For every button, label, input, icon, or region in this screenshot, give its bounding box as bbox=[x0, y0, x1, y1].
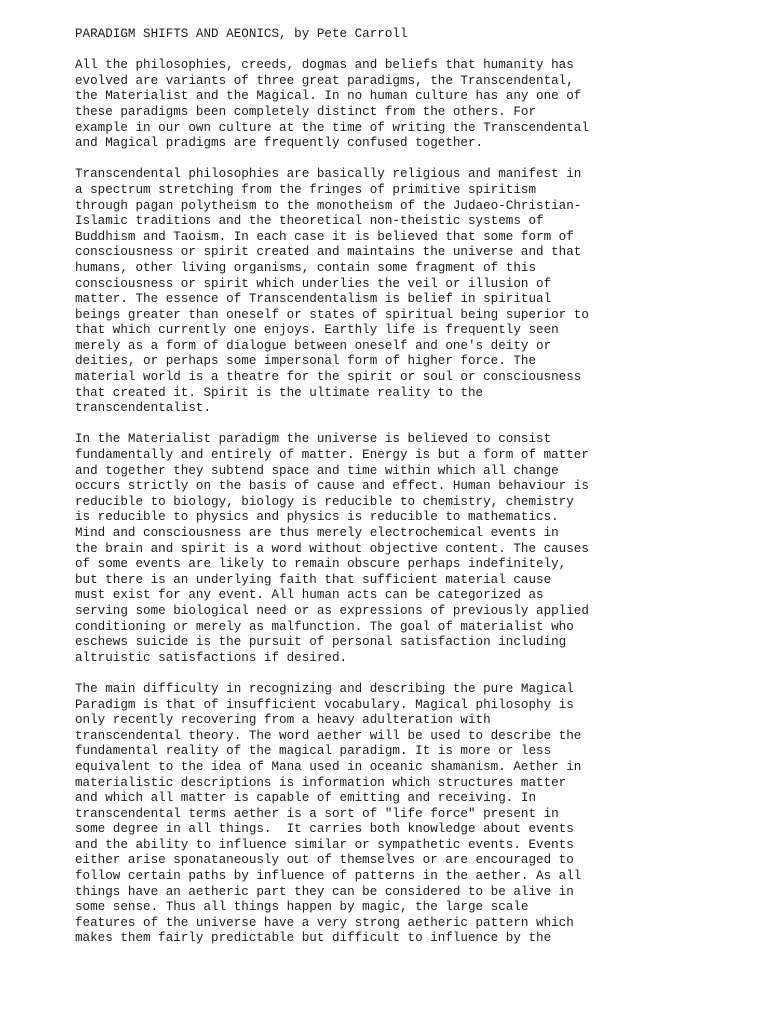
text-line: only recently recovering from a heavy adulteration with bbox=[75, 713, 491, 728]
paragraph bbox=[75, 682, 755, 947]
document-title: PARADIGM SHIFTS AND AEONICS, by Pete Carroll bbox=[75, 27, 408, 41]
text-line: altruistic satisfactions if desired. bbox=[75, 650, 348, 665]
text-line: is reducible to physics and physics is reducible to mathematics. bbox=[75, 510, 559, 525]
text-line: transcendental terms aether is a sort of "life force" present in bbox=[75, 806, 559, 821]
text-line: example in our own culture at the time of writing the Transcendental bbox=[75, 120, 589, 135]
text-line: must exist for any event. All human acts can be categorized as bbox=[75, 588, 544, 603]
text-line: deities, or perhaps some impersonal form of higher force. The bbox=[75, 354, 537, 369]
text-line: Transcendental philosophies are basically religious and manifest in bbox=[75, 167, 582, 182]
text-line: that which currently one enjoys. Earthly life is frequently seen bbox=[75, 323, 559, 338]
text-line: occurs strictly on the basis of cause and effect. Human behaviour is bbox=[75, 479, 589, 494]
text-line: conditioning or merely as malfunction. The goal of materialist who bbox=[75, 619, 574, 634]
text-line: eschews suicide is the pursuit of personal satisfaction including bbox=[75, 635, 567, 650]
text-line: makes them fairly predictable but difficult to influence by the bbox=[75, 931, 552, 946]
text-line: evolved are variants of three great paradigms, the Transcendental, bbox=[75, 73, 574, 88]
text-line: follow certain paths by influence of patterns in the aether. As all bbox=[75, 869, 582, 884]
text-line: humans, other living organisms, contain some fragment of this bbox=[75, 260, 537, 275]
text-line: and the ability to influence similar or sympathetic events. Events bbox=[75, 837, 574, 852]
text-line: serving some biological need or as expressions of previously applied bbox=[75, 603, 589, 618]
text-line: All the philosophies, creeds, dogmas and beliefs that humanity has bbox=[75, 58, 574, 73]
text-line: The main difficulty in recognizing and describing the pure Magical bbox=[75, 681, 574, 696]
text-line: the brain and spirit is a word without objective content. The causes bbox=[75, 541, 589, 556]
text-line: the Materialist and the Magical. In no human culture has any one of bbox=[75, 89, 582, 104]
text-line: through pagan polytheism to the monotheism of the Judaeo-Christian- bbox=[75, 198, 582, 213]
text-line: these paradigms been completely distinct from the others. For bbox=[75, 104, 537, 119]
text-line: and Magical pradigms are frequently confused together. bbox=[75, 136, 484, 151]
text-line: some degree in all things. It carries both knowledge about events bbox=[75, 822, 574, 837]
text-line: either arise sponataneously out of themselves or are encouraged to bbox=[75, 853, 574, 868]
text-line: equivalent to the idea of Mana used in oceanic shamanism. Aether in bbox=[75, 759, 582, 774]
text-line: consciousness or spirit which underlies the veil or illusion of bbox=[75, 276, 552, 291]
text-line: In the Materialist paradigm the universe is believed to consist bbox=[75, 432, 552, 447]
text-line: features of the universe have a very strong aetheric pattern which bbox=[75, 915, 574, 930]
text-line: merely as a form of dialogue between oneself and one's deity or bbox=[75, 338, 552, 353]
text-line: Mind and consciousness are thus merely electrochemical events in bbox=[75, 526, 559, 540]
text-line: and together they subtend space and time within which all change bbox=[75, 463, 559, 478]
text-line: and which all matter is capable of emitting and receiving. In bbox=[75, 791, 537, 806]
text-line: things have an aetheric part they can be considered to be alive in bbox=[75, 884, 574, 899]
document-body bbox=[75, 58, 755, 947]
text-line: but there is an underlying faith that sufficient material cause bbox=[75, 572, 552, 587]
text-line: Paradigm is that of insufficient vocabulary. Magical philosophy is bbox=[75, 697, 574, 712]
text-line: consciousness or spirit created and maintains the universe and that bbox=[75, 245, 582, 260]
text-line: of some events are likely to remain obscure perhaps indefinitely, bbox=[75, 557, 567, 572]
paragraph bbox=[75, 58, 755, 152]
text-line: material world is a theatre for the spirit or soul or consciousness bbox=[75, 370, 582, 385]
paragraph bbox=[75, 167, 755, 417]
text-line: fundamentally and entirely of matter. Energy is but a form of matter bbox=[75, 448, 589, 463]
text-line: transcendentalist. bbox=[75, 401, 212, 416]
text-line: beings greater than oneself or states of spiritual being superior to bbox=[75, 307, 589, 322]
text-line: some sense. Thus all things happen by magic, the large scale bbox=[75, 900, 529, 915]
text-line: reducible to biology, biology is reducible to chemistry, chemistry bbox=[75, 494, 574, 509]
paragraph bbox=[75, 432, 755, 666]
text-line: Buddhism and Taoism. In each case it is believed that some form of bbox=[75, 229, 574, 244]
text-line: matter. The essence of Transcendentalism is belief in spiritual bbox=[75, 292, 552, 307]
text-line: a spectrum stretching from the fringes of primitive spiritism bbox=[75, 182, 537, 197]
text-line: Islamic traditions and the theoretical non-theistic systems of bbox=[75, 214, 544, 229]
text-line: materialistic descriptions is information which structures matter bbox=[75, 775, 567, 790]
document-page bbox=[75, 27, 755, 963]
text-line: that created it. Spirit is the ultimate reality to the bbox=[75, 385, 484, 400]
text-line: transcendental theory. The word aether will be used to describe the bbox=[75, 728, 582, 743]
text-line: fundamental reality of the magical paradigm. It is more or less bbox=[75, 744, 552, 759]
